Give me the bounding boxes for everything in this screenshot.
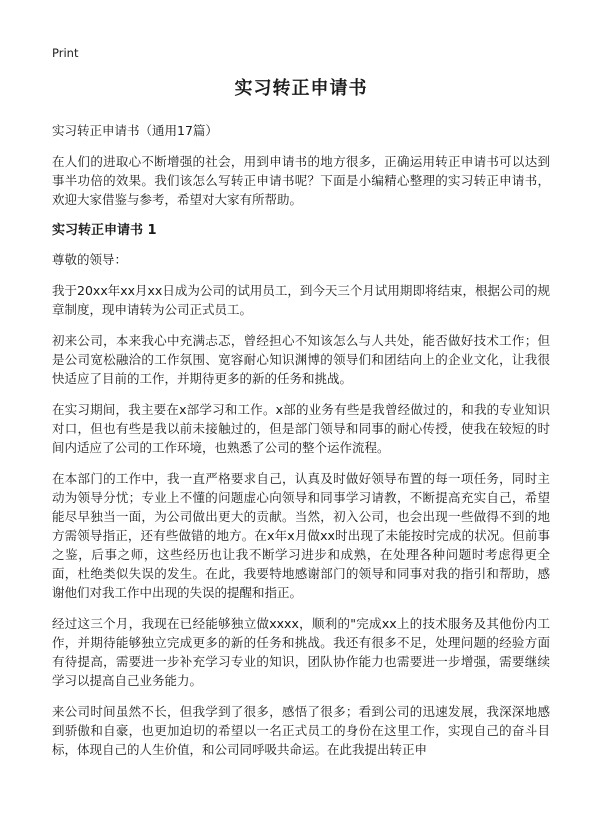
body-paragraph: 我于20xx年xx月xx日成为公司的试用员工，到今天三个月试用期即将结束，根据公司的规章制度，现申请转为公司正式员工。	[52, 283, 550, 317]
intro-paragraph: 在人们的进取心不断增强的社会，用到申请书的地方很多，正确运用转正申请书可以达到事半功倍的效果。我们该怎么写转正申请书呢？下面是小编精心整理的实习转正申请书，欢迎大家借鉴与参考，希望对大家有所帮助。	[52, 154, 550, 207]
salutation: 尊敬的领导：	[52, 252, 128, 267]
page-title: 实习转正申请书	[234, 78, 368, 99]
body-paragraph: 初来公司，本来我心中充满忐忑，曾经担心不知该怎么与人共处，能否做好技术工作；但是公司宽松融洽的工作氛围、宽容耐心知识渊博的领导们和团结向上的企业文化，让我很快适应了目前的工作，并期待更多的新的任务和挑战。	[52, 333, 550, 386]
body-paragraph: 在本部门的工作中，我一直严格要求自己，认真及时做好领导布置的每一项任务，同时主动为领导分忧；专业上不懂的问题虚心向领导和同事学习请教，不断提高充实自己，希望能尽早独当一面，为公司做出更大的贡献。当然，初入公司，也会出现一些做得不到的地方需领导指正，还有些做错的地方。在x年x月做xx时出现了未能按时完成的状况。但前事之鉴，后事之师，这些经历也让我不断学习进步和成熟，在处理各种问题时考虑得更全面，杜绝类似失误的发生。在此，我要特地感谢部门的领导和同事对我的指引和帮助，感谢他们对我工作中出现的失误的提醒和指正。	[52, 471, 550, 600]
body-paragraph: 来公司时间虽然不长，但我学到了很多，感悟了很多；看到公司的迅速发展，我深深地感到骄傲和自豪，也更加迫切的希望以一名正式员工的身份在这里工作，实现自己的奋斗目标，体现自己的人生价值，和公司同呼吸共命运。在此我提出转正申	[52, 704, 550, 757]
print-link[interactable]: Print	[52, 46, 79, 60]
section-heading: 实习转正申请书 1	[52, 223, 157, 238]
document-subtitle: 实习转正申请书（通用17篇）	[52, 123, 218, 138]
body-paragraph: 在实习期间，我主要在x部学习和工作。x部的业务有些是我曾经做过的，和我的专业知识对口，但也有些是我以前未接触过的，但是部门领导和同事的耐心传授，使我在较短的时间内适应了公司的工作环境，也熟悉了公司的整个运作流程。	[52, 402, 550, 455]
body-paragraph: 经过这三个月，我现在已经能够独立做xxxx，顺利的"完成xx上的技术服务及其他份内工作，并期待能够独立完成更多的新的任务和挑战。我还有很多不足，处理问题的经验方面有待提高，需要进一步补充学习专业的知识，团队协作能力也需要进一步增强，需要继续学习以提高自己业务能力。	[52, 616, 550, 688]
